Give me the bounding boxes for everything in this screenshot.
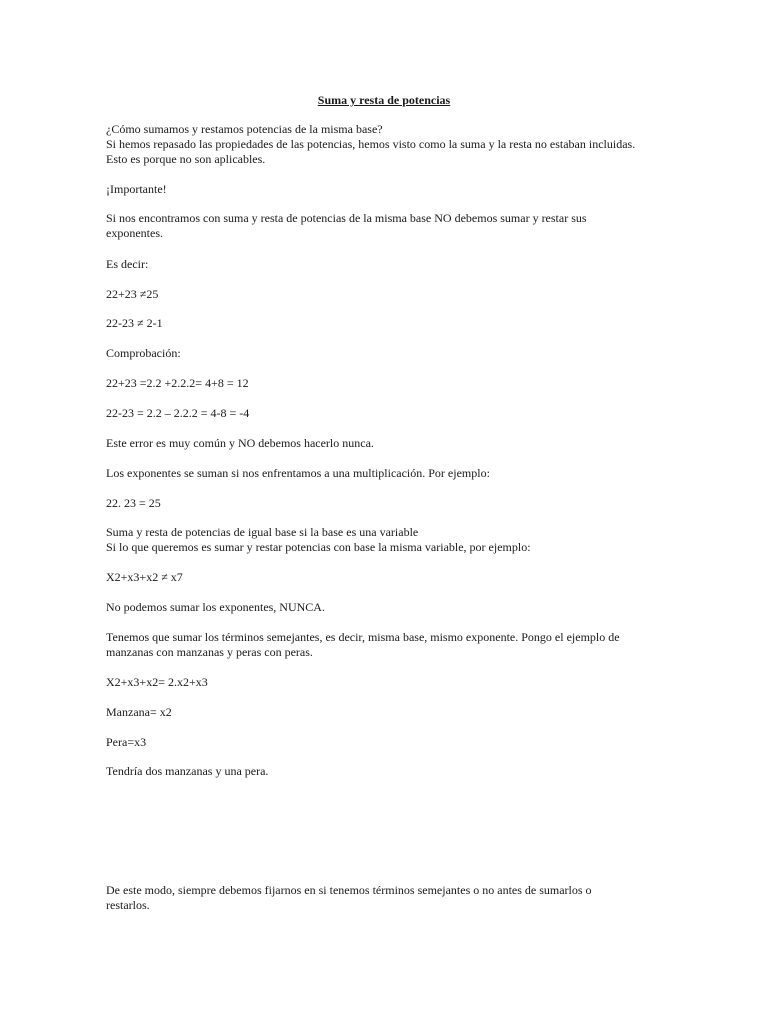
multiplication-text: Los exponentes se suman si nos enfrentamos a una multiplicación. Por ejemplo: — [106, 466, 490, 480]
intro-line: Si hemos repasado las propiedades de las potencias, hemos visto como la suma y la resta no estaban incluidas. — [106, 137, 636, 151]
conclusion-paragraph — [106, 883, 666, 913]
never-text: No podemos sumar los exponentes, NUNCA. — [106, 600, 325, 614]
pera-line: Pera=x3 — [106, 735, 147, 749]
rule-line: Si nos encontramos con suma y resta de potencias de la misma base NO debemos sumar y restar sus — [106, 211, 587, 225]
important-heading: ¡Importante! — [106, 182, 167, 196]
comprobacion-label: Comprobación: — [106, 346, 181, 360]
common-error-text: Este error es muy común y NO debemos hacerlo nunca. — [106, 436, 374, 450]
example-line: 22-23 ≠ 2-1 — [106, 316, 163, 330]
intro-paragraph — [106, 122, 666, 167]
multiplication-example: 22. 23 = 25 — [106, 496, 161, 510]
check-line: 22+23 =2.2 +2.2.2= 4+8 = 12 — [106, 376, 249, 390]
check-line: 22-23 = 2.2 – 2.2.2 = 4-8 = -4 — [106, 406, 250, 420]
intro-line: ¿Cómo sumamos y restamos potencias de la misma base? — [106, 122, 383, 136]
similar-terms-paragraph — [106, 630, 666, 660]
variable-line: Si lo que queremos es sumar y restar potencias con base la misma variable, por ejemplo: — [106, 540, 531, 554]
variable-line: Suma y resta de potencias de igual base si la base es una variable — [106, 525, 419, 539]
intro-line: Esto es porque no son aplicables. — [106, 152, 266, 166]
similar-terms-line: Tenemos que sumar los términos semejantes, es decir, misma base, mismo exponente. Pongo el ejemplo de — [106, 630, 620, 644]
manzana-line: Manzana= x2 — [106, 705, 172, 719]
document-title: Suma y resta de potencias — [317, 93, 451, 107]
conclusion-line: De este modo, siempre debemos fijarnos en si tenemos términos semejantes o no antes de sumarlos o — [106, 883, 592, 897]
rule-paragraph — [106, 211, 666, 241]
rule-line: exponentes. — [106, 226, 163, 240]
conclusion-line: restarlos. — [106, 898, 150, 912]
tendria-text: Tendría dos manzanas y una pera. — [106, 764, 269, 778]
es-decir-label: Es decir: — [106, 257, 149, 271]
variable-example: X2+x3+x2 ≠ x7 — [106, 570, 183, 584]
similar-terms-line: manzanas con manzanas y peras con peras. — [106, 645, 313, 659]
variable-section — [106, 525, 666, 555]
result-line: X2+x3+x2= 2.x2+x3 — [106, 675, 208, 689]
example-line: 22+23 ≠25 — [106, 287, 159, 301]
